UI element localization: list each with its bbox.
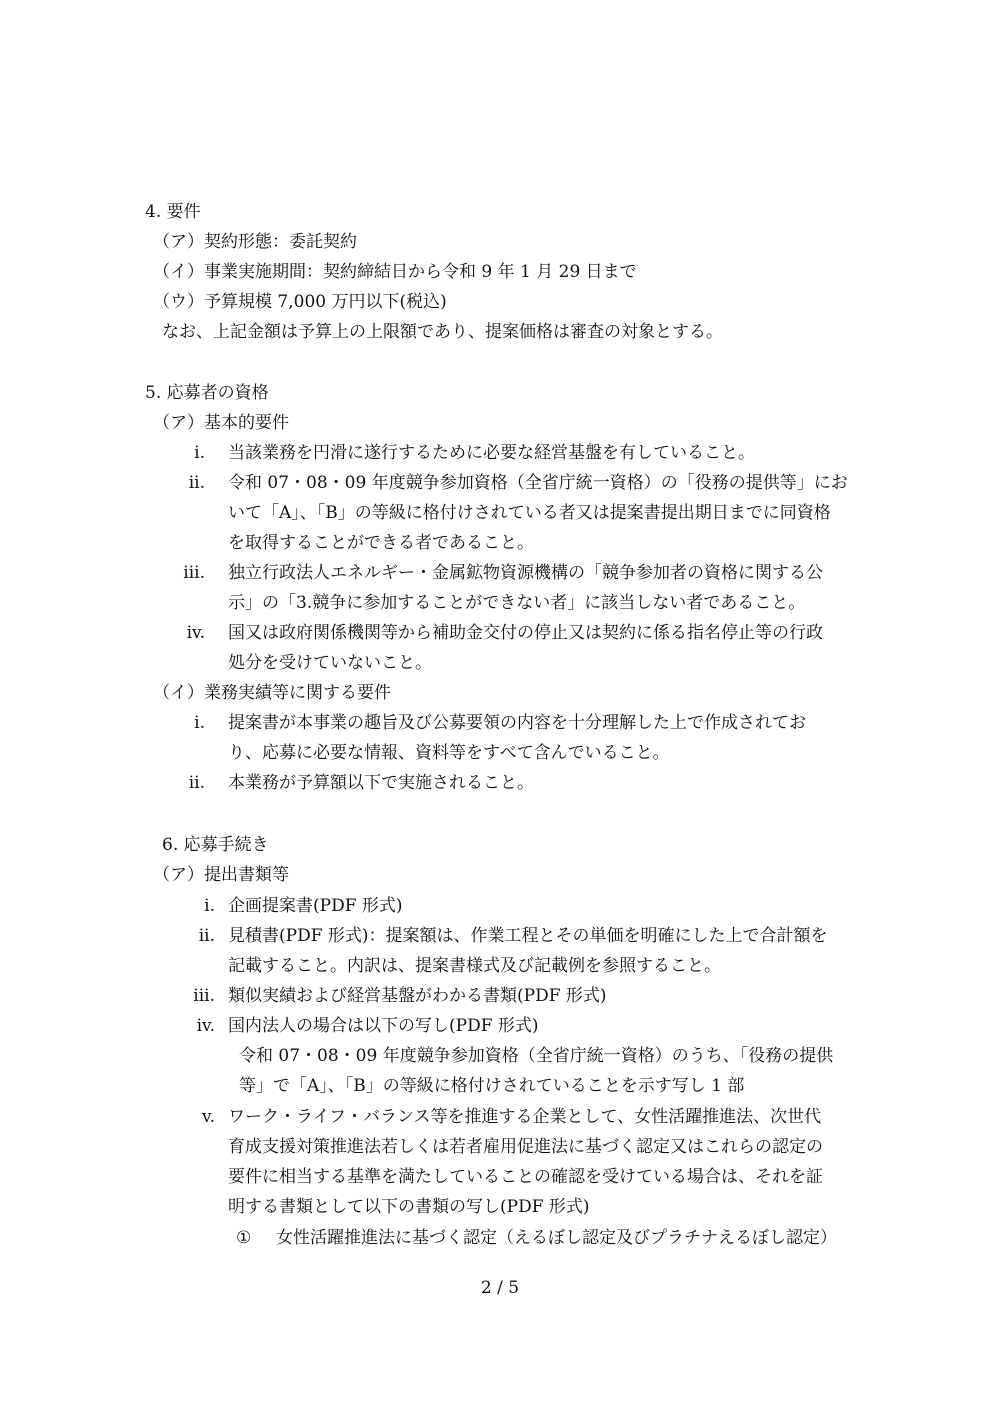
list-item-line: 処分を受けていないこと。 — [228, 653, 432, 673]
sub-item-line: 女性活躍推進法に基づく認定（えるぼし認定及びプラチナえるぼし認定） — [276, 1228, 837, 1248]
list-marker: v. — [202, 1107, 215, 1127]
list-item-line: 国内法人の場合は以下の写し(PDF 形式) — [228, 1016, 539, 1036]
list-item-line: 見積書(PDF 形式)：提案額は、作業工程とその単価を明確にした上で合計額を — [228, 926, 828, 946]
list-item-line: ワーク・ライフ・バランス等を推進する企業として、女性活躍推進法、次世代 — [228, 1107, 822, 1127]
list-item-line: 独立行政法人エネルギー・金属鉱物資源機構の「競争参加者の資格に関する公 — [228, 563, 823, 583]
list-item-line: 等」で「A」、「B」の等級に格付けされていることを示す写し 1 部 — [222, 1076, 745, 1096]
list-item-line: を取得することができる者であること。 — [228, 533, 534, 553]
section-5-b-heading: （イ）業務実績等に関する要件 — [153, 683, 391, 703]
list-item-line: 国又は政府関係機関等から補助金交付の停止又は契約に係る指名停止等の行政 — [228, 623, 823, 643]
list-marker: iii. — [183, 563, 205, 583]
section-4-item-a: （ア）契約形態：委託契約 — [153, 232, 357, 252]
page-number: 2 / 5 — [480, 1278, 520, 1298]
list-item-line: 明する書類として以下の書類の写し(PDF 形式) — [228, 1197, 590, 1217]
section-5-a-heading: （ア）基本的要件 — [153, 413, 289, 433]
list-marker: ii. — [198, 926, 215, 946]
list-marker: iv. — [186, 623, 205, 643]
section-4-note: なお、上記金額は予算上の上限額であり、提案価格は審査の対象とする。 — [162, 322, 723, 342]
list-item-line: り、応募に必要な情報、資料等をすべて含んでいること。 — [228, 743, 670, 763]
list-item-line: 要件に相当する基準を満たしていることの確認を受けている場合は、それを証 — [228, 1167, 823, 1187]
section-6-heading: 6. 応募手続き — [162, 835, 269, 855]
circled-number-marker: ① — [236, 1228, 252, 1248]
section-4-item-b: （イ）事業実施期間：契約締結日から令和 9 年 1 月 29 日まで — [153, 262, 637, 282]
list-item-line: 提案書が本事業の趣旨及び公募要領の内容を十分理解した上で作成されてお — [228, 713, 806, 733]
list-item-line: 令和 07・08・09 年度競争参加資格（全省庁統一資格）のうち、「役務の提供 — [222, 1046, 834, 1066]
section-4-heading: 4. 要件 — [145, 202, 201, 222]
section-4-item-c: （ウ）予算規模 7,000 万円以下(税込) — [153, 292, 447, 312]
section-5-heading: 5. 応募者の資格 — [145, 383, 269, 403]
list-marker: ii. — [188, 773, 205, 793]
list-marker: i. — [204, 896, 215, 916]
list-marker: i. — [194, 713, 205, 733]
list-item-line: 令和 07・08・09 年度競争参加資格（全省庁統一資格）の「役務の提供等」にお — [228, 473, 848, 493]
list-marker: iv. — [196, 1016, 215, 1036]
list-item-line: 類似実績および経営基盤がわかる書類(PDF 形式) — [228, 986, 607, 1006]
list-marker: iii. — [193, 986, 215, 1006]
list-marker: ii. — [188, 473, 205, 493]
list-marker: i. — [194, 443, 205, 463]
list-item-line: 育成支援対策推進法若しくは若者雇用促進法に基づく認定又はこれらの認定の — [228, 1137, 823, 1157]
list-item-line: 当該業務を円滑に遂行するために必要な経営基盤を有していること。 — [228, 443, 755, 463]
list-item-line: 企画提案書(PDF 形式) — [228, 896, 403, 916]
list-item-line: 本業務が予算額以下で実施されること。 — [228, 773, 534, 793]
section-6-a-heading: （ア）提出書類等 — [153, 865, 289, 885]
list-item-line: 示」の「3.競争に参加することができない者」に該当しない者であること。 — [228, 593, 806, 613]
list-item-line: 記載すること。内訳は、提案書様式及び記載例を参照すること。 — [228, 956, 721, 976]
list-item-line: いて「A」、「B」の等級に格付けされている者又は提案書提出期日までに同資格 — [228, 503, 831, 523]
